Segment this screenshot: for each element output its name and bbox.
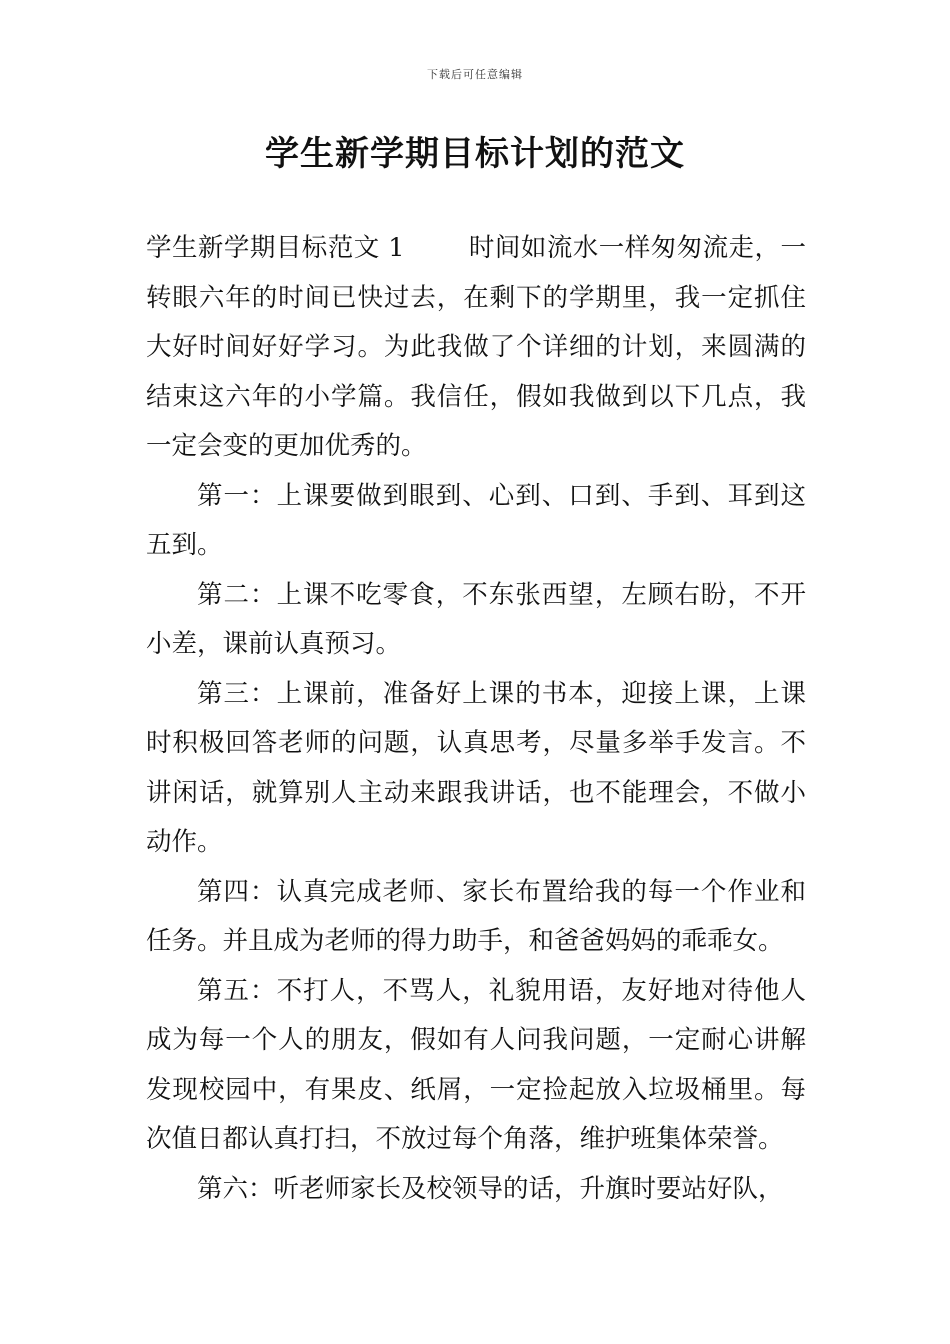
document-title: 学生新学期目标计划的范文 [265, 134, 685, 174]
intro-heading: 学生新学期目标范文 1 [146, 233, 405, 263]
paragraph-item-4: 第四：认真完成老师、家长布置给我的每一个作业和任务。并且成为老师的得力助手，和爸爸妈妈的乖乖女。 [146, 876, 806, 956]
paragraph-item-5: 第五：不打人，不骂人，礼貌用语，友好地对待他人成为每一个人的朋友，假如有人问我问题，一定耐心讲解发现校园中，有果皮、纸屑，一定捡起放入垃圾桶里。每次值日都认真打扫，不放过每个角落，维护班集体荣誉。 [146, 975, 806, 1154]
page-header-note: 下载后可任意编辑 [427, 68, 523, 81]
paragraph-item-3: 第三：上课前，准备好上课的书本，迎接上课，上课时积极回答老师的问题，认真思考，尽量多举手发言。不讲闲话，就算别人主动来跟我讲话，也不能理会，不做小动作。 [146, 678, 806, 857]
intro-paragraph [146, 224, 806, 472]
document-body [146, 224, 806, 1214]
paragraph-item-1: 第一：上课要做到眼到、心到、口到、手到、耳到这五到。 [146, 480, 806, 560]
paragraph-item-6: 第六：听老师家长及校领导的话，升旗时要站好队， [197, 1173, 784, 1204]
paragraph-item-2: 第二：上课不吃零食，不东张西望，左顾右盼，不开小差，课前认真预习。 [146, 579, 806, 659]
paragraph-text: 时间如流水一样匆匆流走，一转眼六年的时间已快过去，在剩下的学期里，我一定抓住大好时间好好学习。为此我做了个详细的计划，来圆满的结束这六年的小学篇。我信任，假如我做到以下几点，我一定会变的更加优秀的。 [146, 233, 806, 461]
